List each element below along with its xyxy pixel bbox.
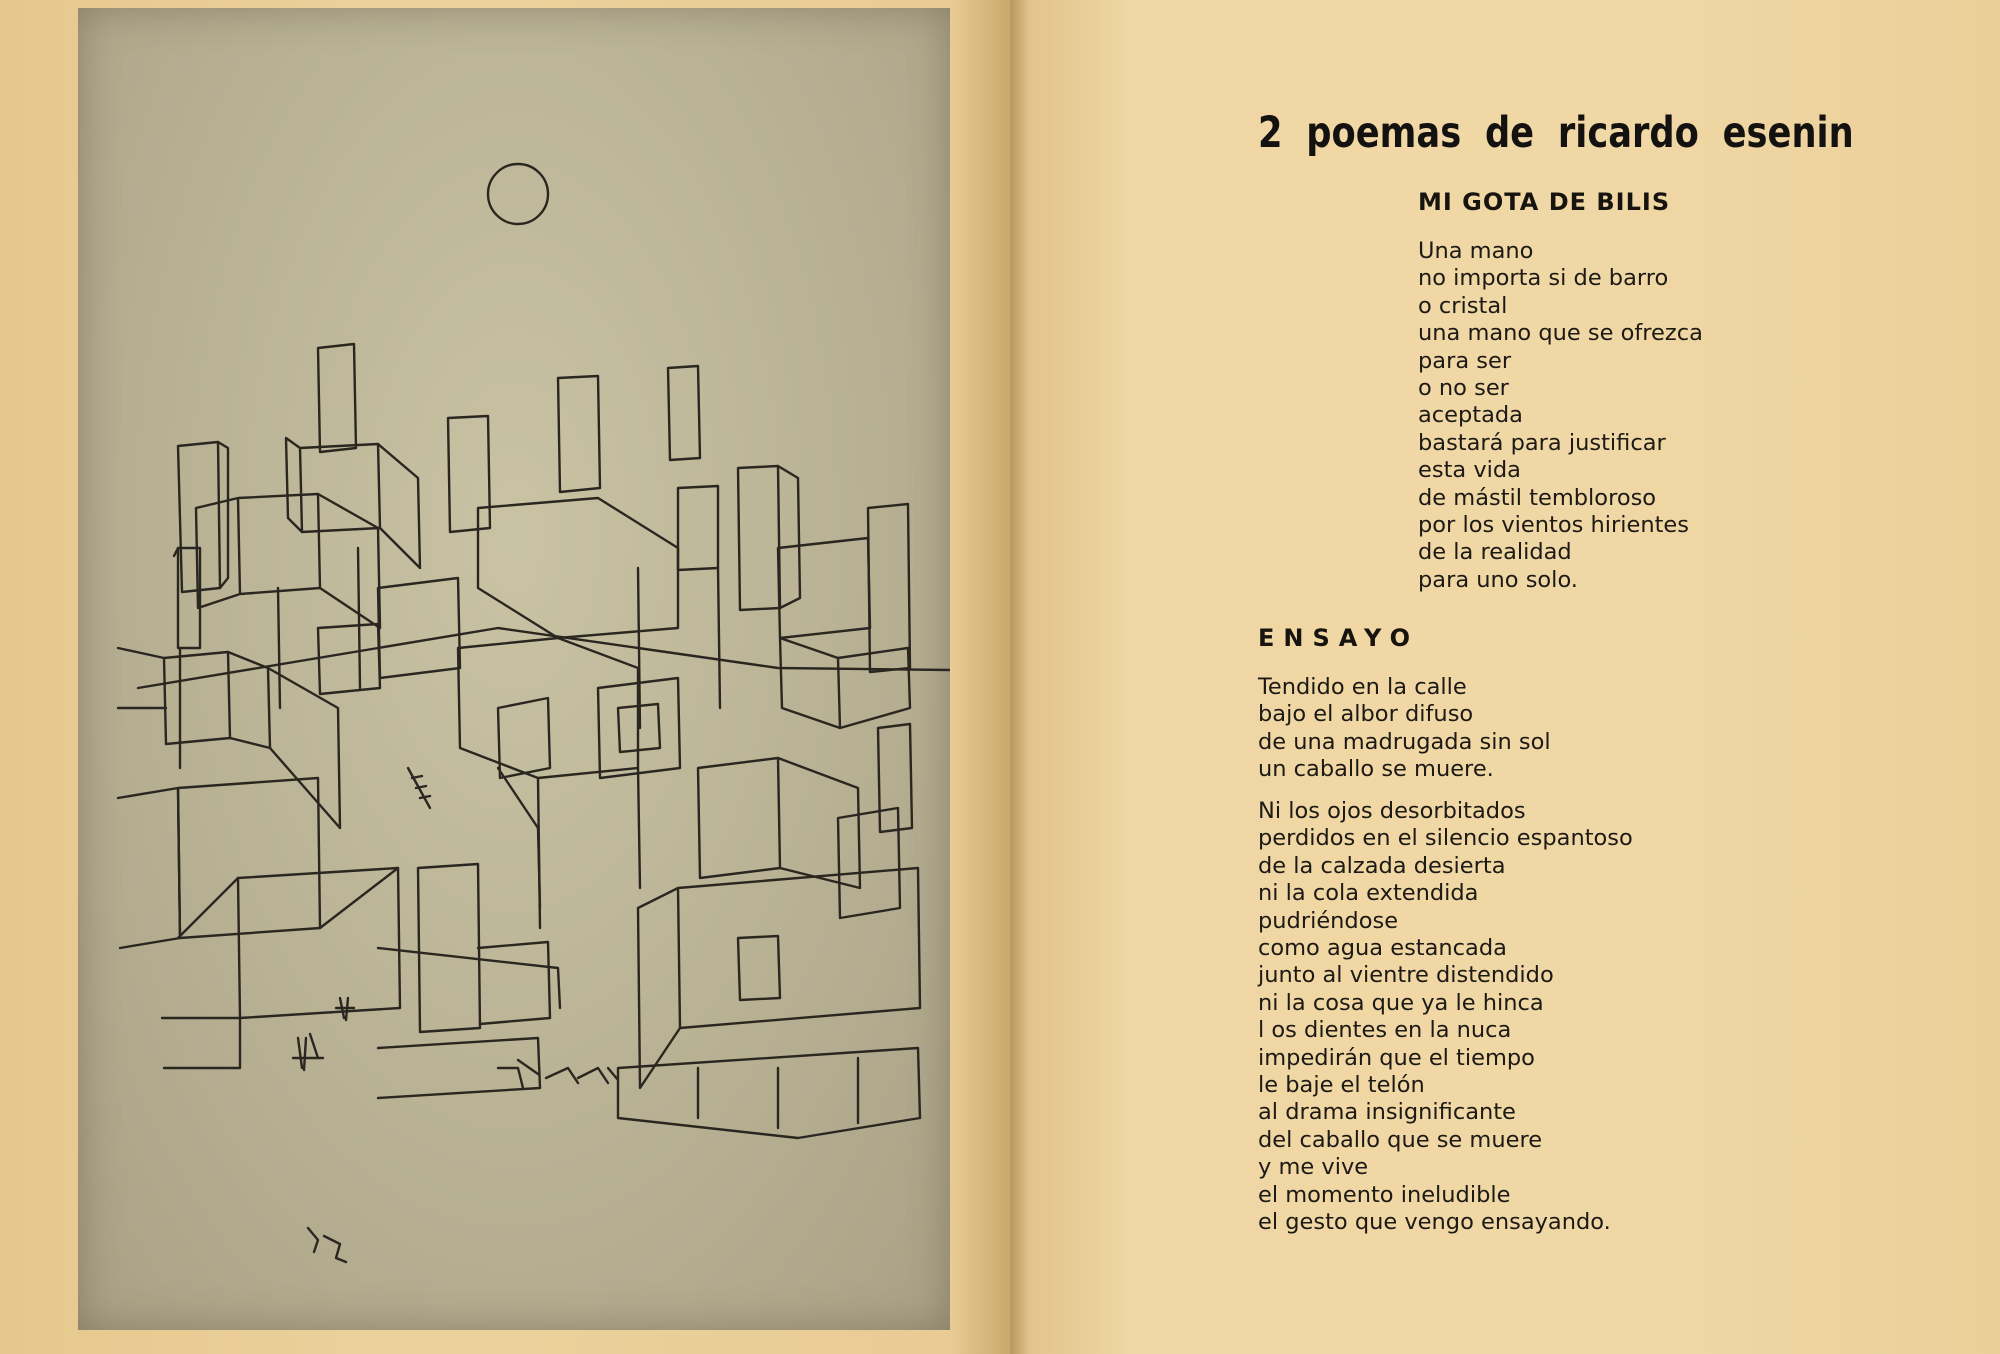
poem-line: pudriéndose [1258, 907, 1399, 934]
poem-line: de la calzada desierta [1258, 852, 1506, 879]
poem-line: de mástil tembloroso [1418, 484, 1657, 511]
poem-line: esta vida [1418, 457, 1521, 484]
poem-line: o no ser [1418, 375, 1509, 402]
poem-line: Tendido en la calle [1258, 674, 1467, 700]
poem-line: el gesto que vengo ensayando. [1258, 1209, 1611, 1236]
poem-1-stanza [1418, 238, 1703, 594]
poem-line: para ser [1418, 347, 1512, 374]
poem-line: o cristal [1418, 292, 1508, 319]
poem-line: del caballo que se muere [1258, 1126, 1543, 1153]
poem-line: ni la cosa que ya le hinca [1258, 989, 1544, 1016]
poem-line: al drama insignificante [1258, 1099, 1516, 1126]
poem-line: no importa si de barro [1418, 265, 1669, 292]
poem-line: un caballo se muere. [1258, 756, 1494, 783]
poem-line: aceptada [1418, 402, 1523, 429]
poem-line: perdidos en el silencio espantoso [1258, 825, 1633, 852]
poem-line: Ni los ojos desorbitados [1258, 798, 1526, 824]
poem-line: para uno solo. [1418, 566, 1578, 593]
poem-line: junto al vientre distendido [1258, 962, 1554, 989]
poem-line: ni la cola extendida [1258, 880, 1479, 907]
city-sketch-illustration [78, 8, 950, 1330]
poem-line: bajo el albor difuso [1258, 701, 1474, 728]
poem-2-stanza-1 [1258, 674, 1551, 784]
poem-line: Una mano [1418, 238, 1534, 264]
poem-line: de la realidad [1418, 539, 1572, 566]
poem-line: por los vientos hirientes [1418, 512, 1689, 539]
poem-line: una mano que se ofrezca [1418, 320, 1703, 347]
poem-line: le baje el telón [1258, 1072, 1425, 1099]
poem-line: el momento ineludible [1258, 1181, 1511, 1208]
poem-2-stanza-2 [1258, 798, 1633, 1237]
poem-line: l os dientes en la nuca [1258, 1017, 1512, 1044]
poem-line: y me vive [1258, 1154, 1369, 1181]
poem-line: bastará para justificar [1418, 429, 1666, 456]
poem-line: de una madrugada sin sol [1258, 728, 1551, 755]
poem-title-mi-gota-de-bilis: MI GOTA DE BILIS [1418, 188, 1671, 216]
sketch-drawing [78, 8, 950, 1330]
poem-line: como agua estancada [1258, 935, 1507, 962]
poem-title-ensayo: ENSAYO [1258, 624, 1419, 652]
page-title: 2 poemas de ricardo esenin [1258, 108, 1854, 158]
poem-line: impedirán que el tiempo [1258, 1044, 1535, 1071]
